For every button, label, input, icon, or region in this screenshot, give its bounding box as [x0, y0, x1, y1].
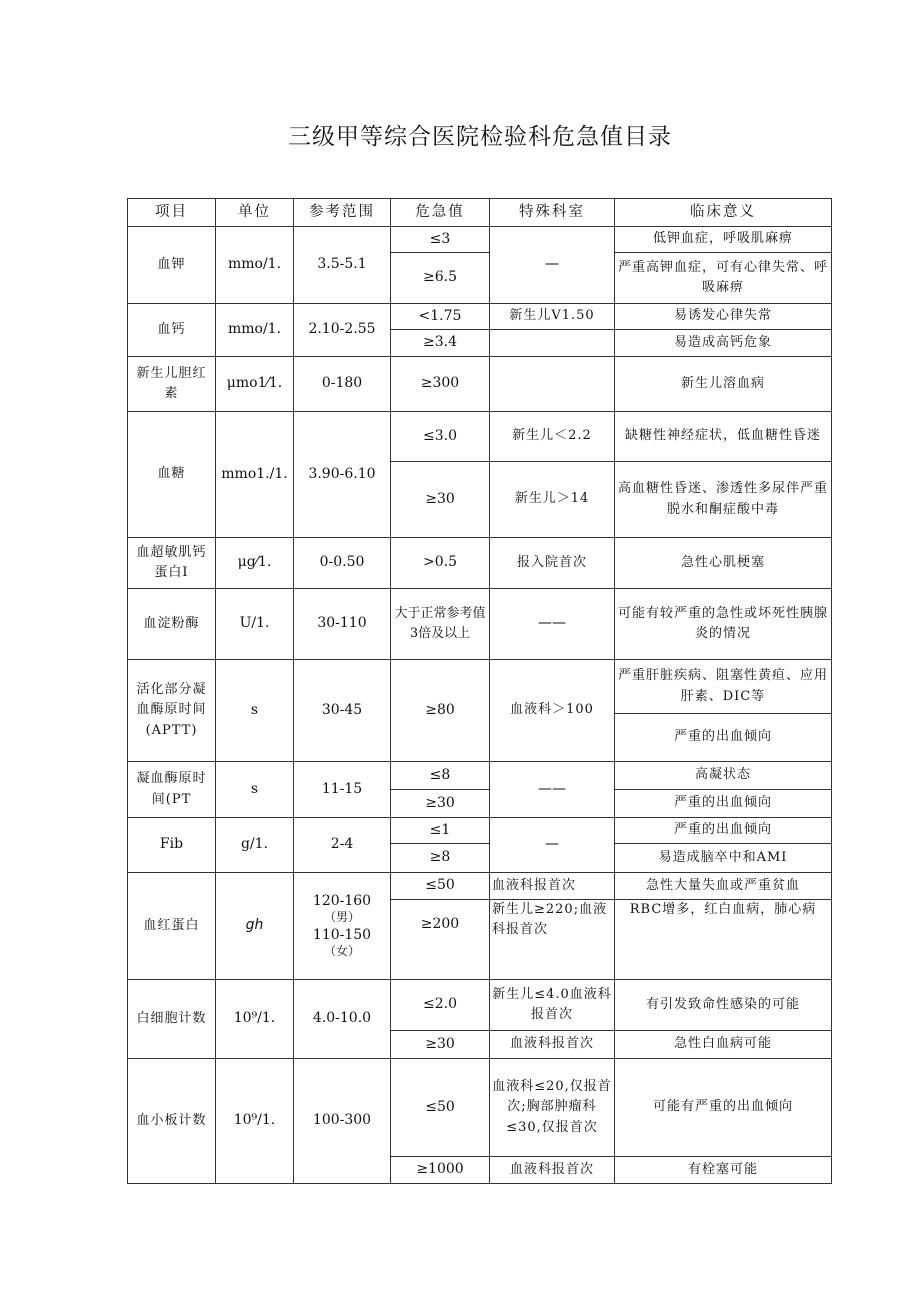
dept-cell: 血液科报首次 — [490, 1157, 615, 1184]
table-row — [128, 1059, 832, 1157]
item-cell: 凝血酶原时间(PT — [128, 762, 216, 818]
dept-cell: 新生儿≤4.0血液科报首次 — [490, 980, 615, 1031]
critical-value-cell: ≤3.0 — [391, 412, 490, 462]
critical-value-cell: <1.75 — [391, 304, 490, 330]
dept-cell — [490, 330, 615, 357]
table-row — [128, 762, 832, 790]
range-cell: 0-180 — [294, 357, 391, 412]
range-cell: 4.0-10.0 — [294, 980, 391, 1059]
unit-cell: mmo/1. — [216, 227, 294, 304]
item-cell: 血小板计数 — [128, 1059, 216, 1184]
critical-value-cell: ≥1000 — [391, 1157, 490, 1184]
unit-cell: 10⁹/1. — [216, 980, 294, 1059]
meaning-cell: 急性大量失血或严重贫血 — [615, 873, 832, 900]
dept-cell: — — [490, 818, 615, 873]
meaning-cell: 急性心肌梗塞 — [615, 538, 832, 589]
dept-cell: 新生儿＜2.2 — [490, 412, 615, 462]
dept-cell: 报入院首次 — [490, 538, 615, 589]
dept-cell: — — [490, 227, 615, 304]
critical-value-cell: ≥6.5 — [391, 253, 490, 304]
critical-value-cell: ≥80 — [391, 660, 490, 762]
meaning-cell: 易造成脑卒中和AMI — [615, 844, 832, 873]
critical-value-cell: ≥8 — [391, 844, 490, 873]
range-cell: 3.5-5.1 — [294, 227, 391, 304]
item-cell: 新生儿胆红素 — [128, 357, 216, 412]
meaning-cell: 易诱发心律失常 — [615, 304, 832, 330]
header-clinical-meaning: 临床意义 — [615, 199, 832, 227]
meaning-cell: 可能有较严重的急性或坏死性胰腺炎的情况 — [615, 589, 832, 660]
critical-value-cell: ≤50 — [391, 873, 490, 900]
critical-value-cell: ≤3 — [391, 227, 490, 253]
table-row — [128, 227, 832, 253]
dept-cell: 新生儿V1.50 — [490, 304, 615, 330]
table-row — [128, 357, 832, 412]
critical-value-cell: 大于正常参考值3倍及以上 — [391, 589, 490, 660]
critical-value-cell: ≥300 — [391, 357, 490, 412]
unit-cell: mmo/1. — [216, 304, 294, 357]
critical-value-cell: ≥30 — [391, 790, 490, 818]
header-critical-value: 危急值 — [391, 199, 490, 227]
unit-cell: s — [216, 660, 294, 762]
dept-cell — [490, 357, 615, 412]
critical-value-cell: ≤50 — [391, 1059, 490, 1157]
item-cell: 活化部分凝血酶原时间(APTT) — [128, 660, 216, 762]
unit-cell: U/1. — [216, 589, 294, 660]
table-row — [128, 304, 832, 330]
dept-cell: 血液科报首次 — [490, 1031, 615, 1059]
critical-value-cell: ≥200 — [391, 900, 490, 980]
item-cell: 血超敏肌钙蛋白I — [128, 538, 216, 589]
range-cell: 0-0.50 — [294, 538, 391, 589]
unit-cell: s — [216, 762, 294, 818]
meaning-cell: 可能有严重的出血倾向 — [615, 1059, 832, 1157]
range-cell: 11-15 — [294, 762, 391, 818]
meaning-cell: 有引发致命性感染的可能 — [615, 980, 832, 1031]
critical-value-cell: ≥30 — [391, 462, 490, 538]
critical-values-table — [127, 198, 832, 1184]
range-cell — [294, 873, 391, 980]
range-female-value: 110-150 — [312, 927, 372, 943]
critical-value-cell: ≥3.4 — [391, 330, 490, 357]
table-row — [128, 818, 832, 844]
unit-cell: g/1. — [216, 818, 294, 873]
meaning-cell: RBC增多，红白血病，肺心病 — [615, 900, 832, 980]
meaning-cell: 严重肝脏疾病、阻塞性黄疸、应用肝素、DIC等 — [615, 660, 832, 714]
header-special-dept: 特殊科室 — [490, 199, 615, 227]
page-title: 三级甲等综合医院检验科危急值目录 — [288, 124, 672, 150]
critical-value-cell: >0.5 — [391, 538, 490, 589]
unit-cell: μmo1⁄1. — [216, 357, 294, 412]
critical-value-cell: ≤1 — [391, 818, 490, 844]
range-female-label: （女） — [323, 944, 360, 959]
meaning-cell: 低钾血症，呼吸肌麻痹 — [615, 227, 832, 253]
unit-cell: 10⁹/1. — [216, 1059, 294, 1184]
range-cell: 100-300 — [294, 1059, 391, 1184]
range-male-value: 120-160 — [312, 893, 372, 910]
item-cell: 血红蛋白 — [128, 873, 216, 980]
dept-cell: 新生儿＞14 — [490, 462, 615, 538]
meaning-cell: 有栓塞可能 — [615, 1157, 832, 1184]
item-cell: Fib — [128, 818, 216, 873]
dept-cell: —— — [490, 589, 615, 660]
unit-cell: μg⁄1. — [216, 538, 294, 589]
critical-value-cell: ≤8 — [391, 762, 490, 790]
item-cell: 血糖 — [128, 412, 216, 538]
range-cell: 30-110 — [294, 589, 391, 660]
item-cell: 血钙 — [128, 304, 216, 357]
range-cell: 2.10-2.55 — [294, 304, 391, 357]
table-row — [128, 873, 832, 900]
meaning-cell: 严重的出血倾向 — [615, 818, 832, 844]
item-cell: 血淀粉酶 — [128, 589, 216, 660]
range-male-label: （男） — [323, 910, 360, 925]
meaning-cell: 急性白血病可能 — [615, 1031, 832, 1059]
unit-cell: gh — [216, 873, 294, 980]
header-item: 项目 — [128, 199, 216, 227]
meaning-cell: 严重高钾血症，可有心律失常、呼吸麻痹 — [615, 253, 832, 304]
dept-cell: 新生儿≥220;血液科报首次 — [490, 900, 615, 980]
table-row — [128, 660, 832, 714]
table-row — [128, 980, 832, 1031]
dept-cell: 血液科≤20,仅报首次;胸部肿瘤科≤30,仅报首次 — [490, 1059, 615, 1157]
meaning-cell: 易造成高钙危象 — [615, 330, 832, 357]
critical-value-cell: ≤2.0 — [391, 980, 490, 1031]
meaning-cell: 新生儿溶血病 — [615, 357, 832, 412]
range-cell: 3.90-6.10 — [294, 412, 391, 538]
meaning-cell: 严重的出血倾向 — [615, 790, 832, 818]
dept-cell: 血液科＞100 — [490, 660, 615, 762]
dept-cell: —— — [490, 762, 615, 818]
table-row — [128, 589, 832, 660]
range-cell: 30-45 — [294, 660, 391, 762]
table-row — [128, 412, 832, 462]
header-unit: 单位 — [216, 199, 294, 227]
meaning-cell: 高凝状态 — [615, 762, 832, 790]
item-cell: 血钾 — [128, 227, 216, 304]
meaning-cell: 高血糖性昏迷、渗透性多尿伴严重脱水和酮症酸中毒 — [615, 462, 832, 538]
meaning-cell: 缺糖性神经症状，低血糖性昏迷 — [615, 412, 832, 462]
unit-cell: mmo1./1. — [216, 412, 294, 538]
range-cell: 2-4 — [294, 818, 391, 873]
table-row — [128, 538, 832, 589]
header-range: 参考范围 — [294, 199, 391, 227]
item-cell: 白细胞计数 — [128, 980, 216, 1059]
table-header-row — [128, 199, 832, 227]
dept-cell: 血液科报首次 — [490, 873, 615, 900]
critical-value-cell: ≥30 — [391, 1031, 490, 1059]
meaning-cell: 严重的出血倾向 — [615, 714, 832, 762]
